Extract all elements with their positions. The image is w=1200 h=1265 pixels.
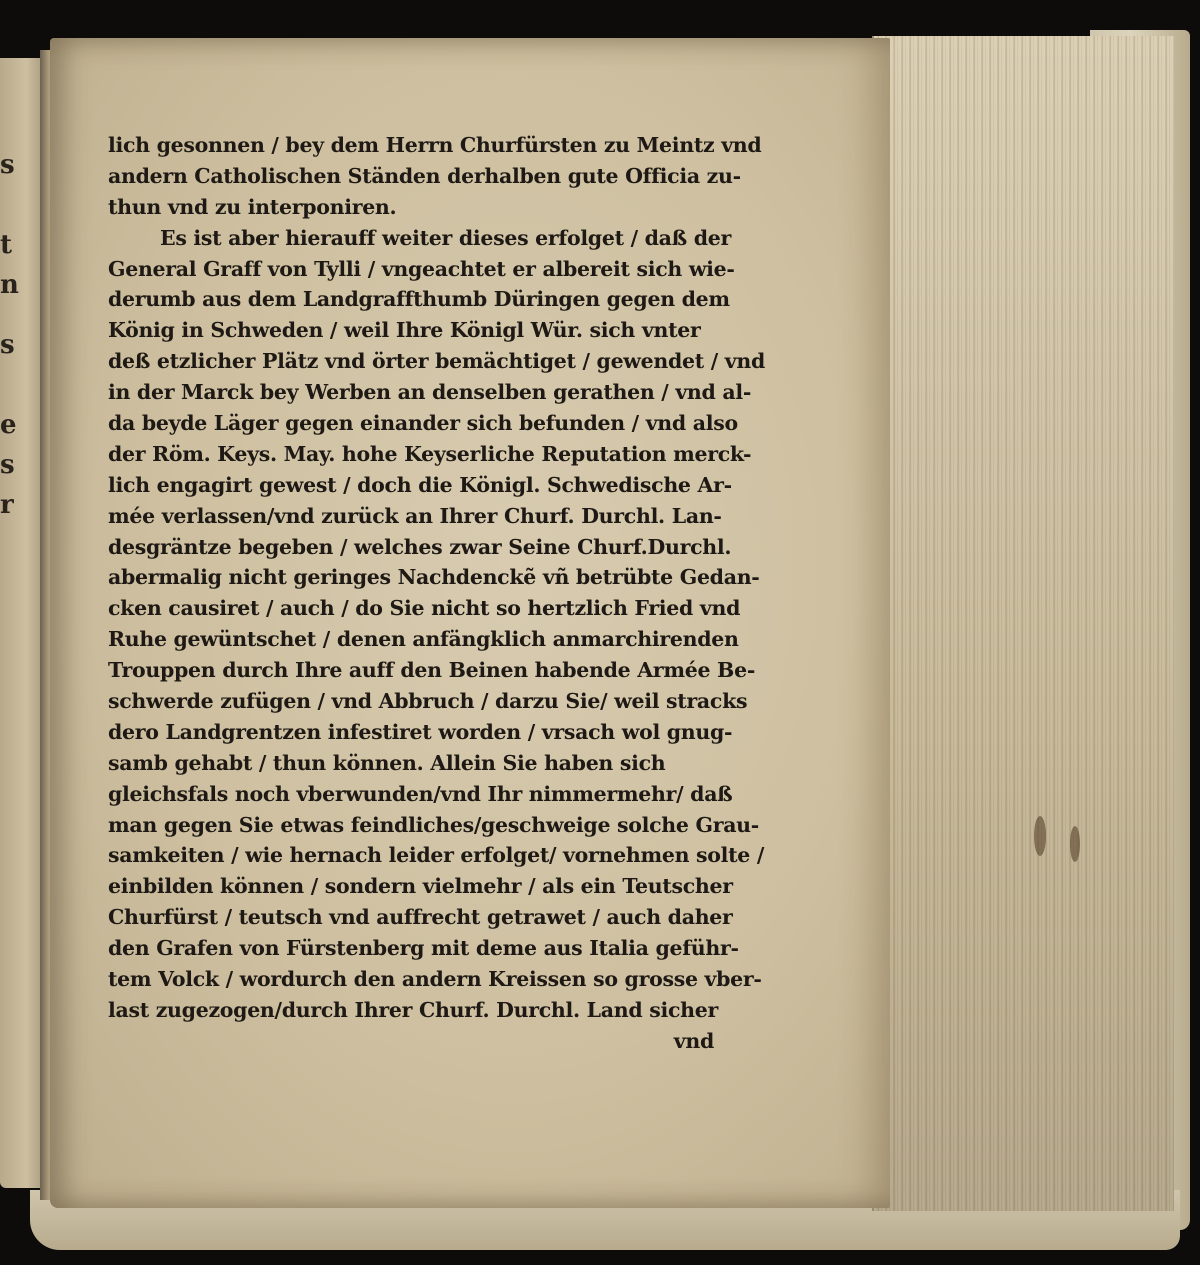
left-page-fragment: n bbox=[0, 270, 19, 300]
text-line: last zugezogen/durch Ihrer Churf. Durchl. Land sicher bbox=[108, 997, 719, 1022]
text-line: cken causiret / auch / do Sie nicht so hertzlich Fried vnd bbox=[108, 596, 741, 621]
text-line: gleichsfals noch vberwunden/vnd Ihr nimmermehr/ daß bbox=[108, 781, 733, 806]
left-page-fragment: t bbox=[0, 230, 13, 260]
left-page-fragment: r bbox=[0, 490, 14, 520]
text-line: dero Landgrentzen infestiret worden / vrsach wol gnug- bbox=[108, 719, 733, 744]
text-line: samkeiten / wie hernach leider erfolget/ vornehmen solte / bbox=[108, 843, 765, 868]
text-line: Trouppen durch Ihre auff den Beinen habende Armée Be- bbox=[108, 658, 756, 683]
catchword: vnd bbox=[673, 1028, 714, 1053]
page-fore-edge bbox=[872, 36, 1174, 1211]
text-line: den Grafen von Fürstenberg mit deme aus Italia geführ- bbox=[108, 936, 739, 961]
text-line: da beyde Läger gegen einander sich befunden / vnd also bbox=[108, 411, 738, 436]
paragraph-start-line: Es ist aber hierauff weiter dieses erfolget / daß der bbox=[160, 225, 732, 250]
text-line: samb gehabt / thun können. Allein Sie haben sich bbox=[108, 750, 666, 775]
text-line: Ruhe gewüntschet / denen anfängklich anmarchirenden bbox=[108, 627, 739, 652]
text-line: Churfürst / teutsch vnd auffrecht getrawet / auch daher bbox=[108, 905, 733, 930]
text-line: in der Marck bey Werben an denselben gerathen / vnd al- bbox=[108, 380, 752, 405]
text-line: derumb aus dem Landgraffthumb Düringen gegen dem bbox=[108, 287, 730, 312]
text-line: der Röm. Keys. May. hohe Keyserliche Reputation merck- bbox=[108, 441, 752, 466]
text-line: deß etzlicher Plätz vnd örter bemächtiget / gewendet / vnd bbox=[108, 349, 766, 374]
stain-mark bbox=[1034, 816, 1046, 856]
previous-page-edge bbox=[0, 58, 44, 1188]
page-text bbox=[108, 130, 766, 1057]
left-page-fragment: e bbox=[0, 410, 17, 440]
text-line: König in Schweden / weil Ihre Königl Wür. sich vnter bbox=[108, 318, 701, 343]
text-line: General Graff von Tylli / vngeachtet er albereit sich wie- bbox=[108, 256, 735, 281]
text-line: mée verlassen/vnd zurück an Ihrer Churf. Durchl. Lan- bbox=[108, 503, 722, 528]
left-page-fragment: s bbox=[0, 330, 15, 360]
stain-mark bbox=[1070, 826, 1080, 862]
text-line: man gegen Sie etwas feindliches/geschweige solche Grau- bbox=[108, 812, 759, 837]
text-line: lich gesonnen / bey dem Herrn Churfürsten zu Meintz vnd bbox=[108, 133, 762, 157]
text-line: lich engagirt gewest / doch die Königl. Schwedische Ar- bbox=[108, 472, 732, 497]
text-line: desgräntze begeben / welches zwar Seine Churf.Durchl. bbox=[108, 534, 732, 559]
text-line: tem Volck / wordurch den andern Kreissen so grosse vber- bbox=[108, 967, 762, 992]
text-line: andern Catholischen Ständen derhalben gute Officia zu- bbox=[108, 163, 741, 188]
text-line: abermalig nicht geringes Nachdenckẽ vñ betrübte Gedan- bbox=[108, 565, 760, 590]
text-line: schwerde zufügen / vnd Abbruch / darzu Sie/ weil stracks bbox=[108, 689, 748, 714]
text-line: thun vnd zu interponiren. bbox=[108, 194, 397, 219]
text-line: einbilden können / sondern vielmehr / als ein Teutscher bbox=[108, 874, 733, 899]
left-page-fragment: s bbox=[0, 450, 15, 480]
left-page-fragment: s bbox=[0, 150, 15, 180]
